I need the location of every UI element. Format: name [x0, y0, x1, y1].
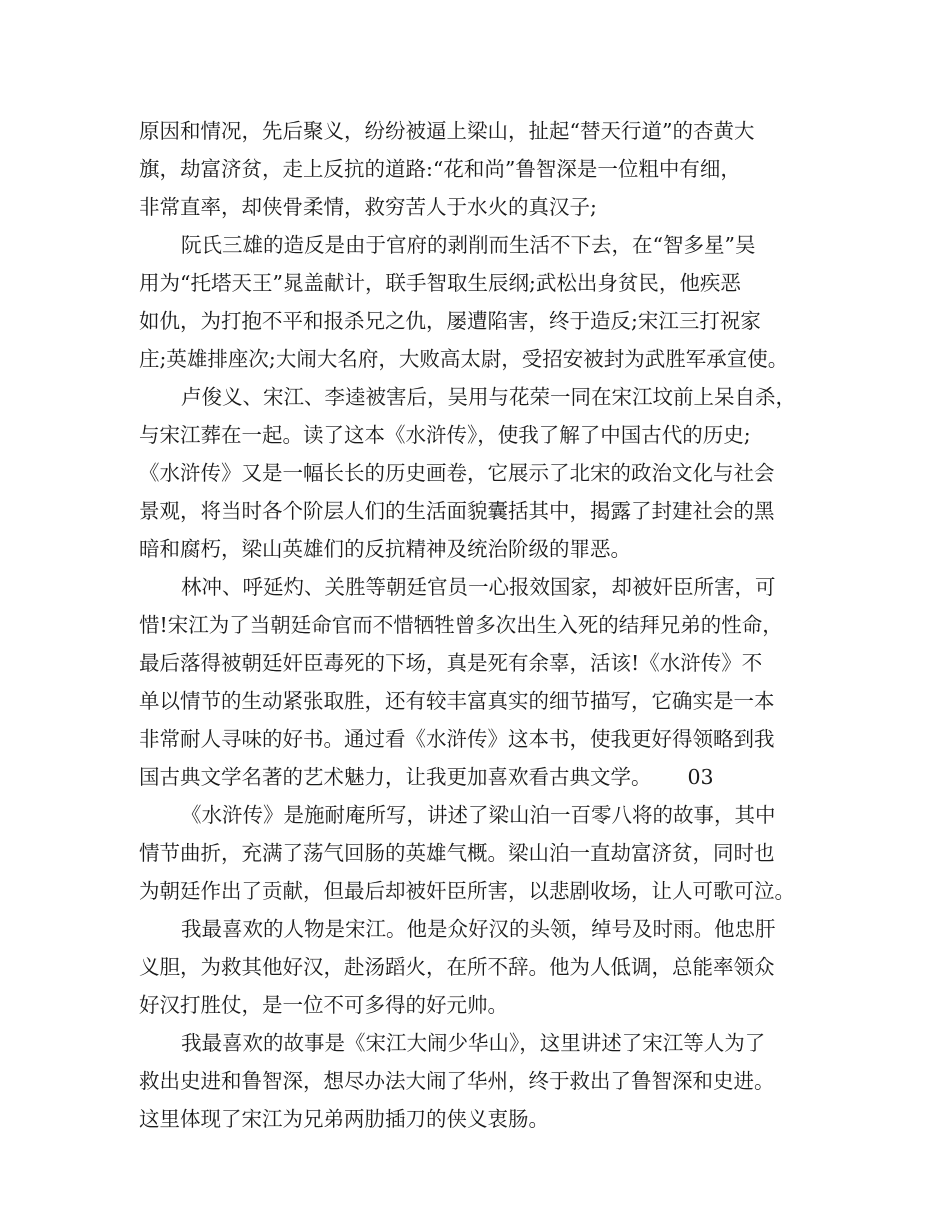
text-line: 景观，将当时各个阶层人们的生活面貌囊括其中，揭露了封建社会的黑 — [139, 499, 775, 523]
paragraph-start-line: 我最喜欢的人物是宋江。他是众好汉的头领，绰号及时雨。他忠肝 — [181, 917, 776, 941]
text-line: 旗，劫富济贫，走上反抗的道路:“花和尚”鲁智深是一位粗中有细， — [139, 157, 741, 181]
paragraph-start-line: 阮氏三雄的造反是由于官府的剥削而生活不下去，在“智多星”吴 — [181, 233, 756, 257]
text-line: 非常耐人寻味的好书。通过看《水浒传》这本书，使我更好得领略到我 — [139, 727, 775, 751]
text-segment: 国古典文学名著的艺术魅力，让我更加喜欢看古典文学。 — [139, 765, 652, 789]
text-line: 为朝廷作出了贡献，但最后却被奸臣所害，以悲剧收场，让人可歌可泣。 — [139, 879, 795, 903]
text-line: 原因和情况，先后聚义，纷纷被逼上梁山，扯起“替天行道”的杏黄大 — [139, 119, 755, 143]
text-line: 非常直率，却侠骨柔情，救穷苦人于水火的真汉子; — [139, 195, 597, 219]
text-line: 单以情节的生动紧张取胜，还有较丰富真实的细节描写，它确实是一本 — [139, 689, 775, 713]
text-line: 最后落得被朝廷奸臣毒死的下场，真是死有余辜，活该!《水浒传》不 — [139, 651, 763, 675]
text-line: 暗和腐朽，梁山英雄们的反抗精神及统治阶级的罪恶。 — [139, 537, 631, 561]
text-line: 救出史进和鲁智深，想尽办法大闹了华州，终于救出了鲁智深和史进。 — [139, 1069, 775, 1093]
paragraph-start-line: 林冲、呼延灼、关胜等朝廷官员一心报效国家，却被奸臣所害，可 — [181, 575, 776, 599]
text-line: 庄;英雄排座次;大闹大名府，大败高太尉，受招安被封为武胜军承宣使。 — [139, 347, 789, 371]
text-line: 情节曲折，充满了荡气回肠的英雄气概。梁山泊一直劫富济贫，同时也 — [139, 841, 775, 865]
text-line: 这里体现了宋江为兄弟两肋插刀的侠义衷肠。 — [139, 1107, 549, 1131]
section-number: 03 — [687, 765, 714, 789]
paragraph-start-line: 《水浒传》是施耐庵所写，讲述了梁山泊一百零八将的故事，其中 — [181, 803, 776, 827]
text-line: 好汉打胜仗，是一位不可多得的好元帅。 — [139, 993, 508, 1017]
text-line-with-section-number — [139, 758, 829, 796]
text-line: 惜!宋江为了当朝廷命官而不惜牺牲曾多次出生入死的结拜兄弟的性命， — [139, 613, 783, 637]
paragraph-start-line: 卢俊义、宋江、李逵被害后，吴用与花荣一同在宋江坟前上呆自杀， — [181, 385, 796, 409]
text-line: 用为“托塔天王”晁盖献计，联手智取生辰纲;武松出身贫民，他疾恶 — [139, 271, 741, 295]
text-line: 与宋江葬在一起。读了这本《水浒传》，使我了解了中国古代的历史; — [139, 423, 751, 447]
paragraph-start-line: 我最喜欢的故事是《宋江大闹少华山》，这里讲述了宋江等人为了 — [181, 1031, 766, 1055]
text-line: 《水浒传》又是一幅长长的历史画卷，它展示了北宋的政治文化与社会 — [139, 461, 775, 485]
essay-body — [139, 112, 829, 1138]
text-line: 义胆，为救其他好汉，赴汤蹈火，在所不辞。他为人低调，总能率领众 — [139, 955, 775, 979]
text-line: 如仇，为打抱不平和报杀兄之仇，屡遭陷害，终于造反;宋江三打祝家 — [139, 309, 761, 333]
